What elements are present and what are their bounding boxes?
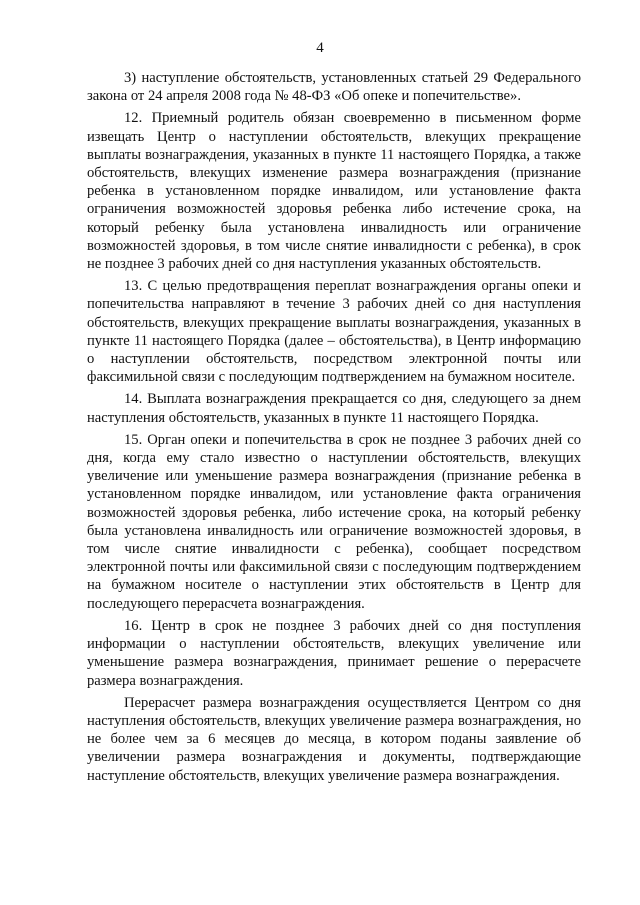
document-body <box>87 69 581 789</box>
paragraph-15: 15. Орган опеки и попечительства в срок не позднее 3 рабочих дней со дня, когда ему стало известно о наступлении обстоятельств, влекущих увеличение или уменьшение размера вознаграждения (признание ребенка в установленном порядке инвалидом, или установление факта ограничения возможностей здоровья ребенка, либо истечение срока, на который ребенку была установлена инвалидность или ограничение возможностей здоровья, в том числе снятие инвалидности с ребенка), сообщает посредством электронной почты или факсимильной связи с последующим подтверждением на бумажном носителе о наступлении этих обстоятельств в Центр для последующего перерасчета вознаграждения. <box>87 431 581 612</box>
paragraph-12: 12. Приемный родитель обязан своевременно в письменном форме извещать Центр о наступлении обстоятельств, влекущих прекращение выплаты вознаграждения, указанных в пункте 11 настоящего Порядка, а также обстоятельств, влекущих изменение размера вознаграждения (признание ребенка в установленном порядке инвалидом, или установление факта ограничения возможностей здоровья ребенка либо истечение срока, на который ребенку была установлена инвалидность или ограничение возможностей здоровья, в том числе снятие инвалидности с ребенка), в срок не позднее 3 рабочих дней со дня наступления указанных обстоятельств. <box>87 110 581 273</box>
paragraph-14: 14. Выплата вознаграждения прекращается со дня, следующего за днем наступления обстоятельств, указанных в пункте 11 настоящего Порядка. <box>87 391 581 426</box>
paragraph-16-recalculation: Перерасчет размера вознаграждения осуществляется Центром со дня наступления обстоятельств, влекущих увеличение размера вознаграждения, но не более чем за 6 месяцев до месяца, в котором поданы заявление об увеличении размера вознаграждения и документы, подтверждающие наступление обстоятельств, влекущих увеличение размера вознаграждения. <box>87 694 581 784</box>
paragraph-item-3: 3) наступление обстоятельств, установленных статьей 29 Федерального закона от 24 апреля 2008 года № 48-ФЗ «Об опеке и попечительстве». <box>87 70 581 105</box>
paragraph-16: 16. Центр в срок не позднее 3 рабочих дней со дня поступления информации о наступлении обстоятельств, влекущих увеличение или уменьшение размера вознаграждения, принимает решение о перерасчете размера вознаграждения. <box>87 617 581 689</box>
paragraph-13: 13. С целью предотвращения переплат вознаграждения органы опеки и попечительства направляют в течение 3 рабочих дней со дня наступления обстоятельств, влекущих прекращение выплаты вознаграждения, указанных в пункте 11 настоящего Порядка (далее – обстоятельства), в Центр информацию о наступлении обстоятельств, посредством электронной почты или факсимильной связи с последующим подтверждением на бумажном носителе. <box>87 278 581 386</box>
page-number: 4 <box>316 40 324 56</box>
